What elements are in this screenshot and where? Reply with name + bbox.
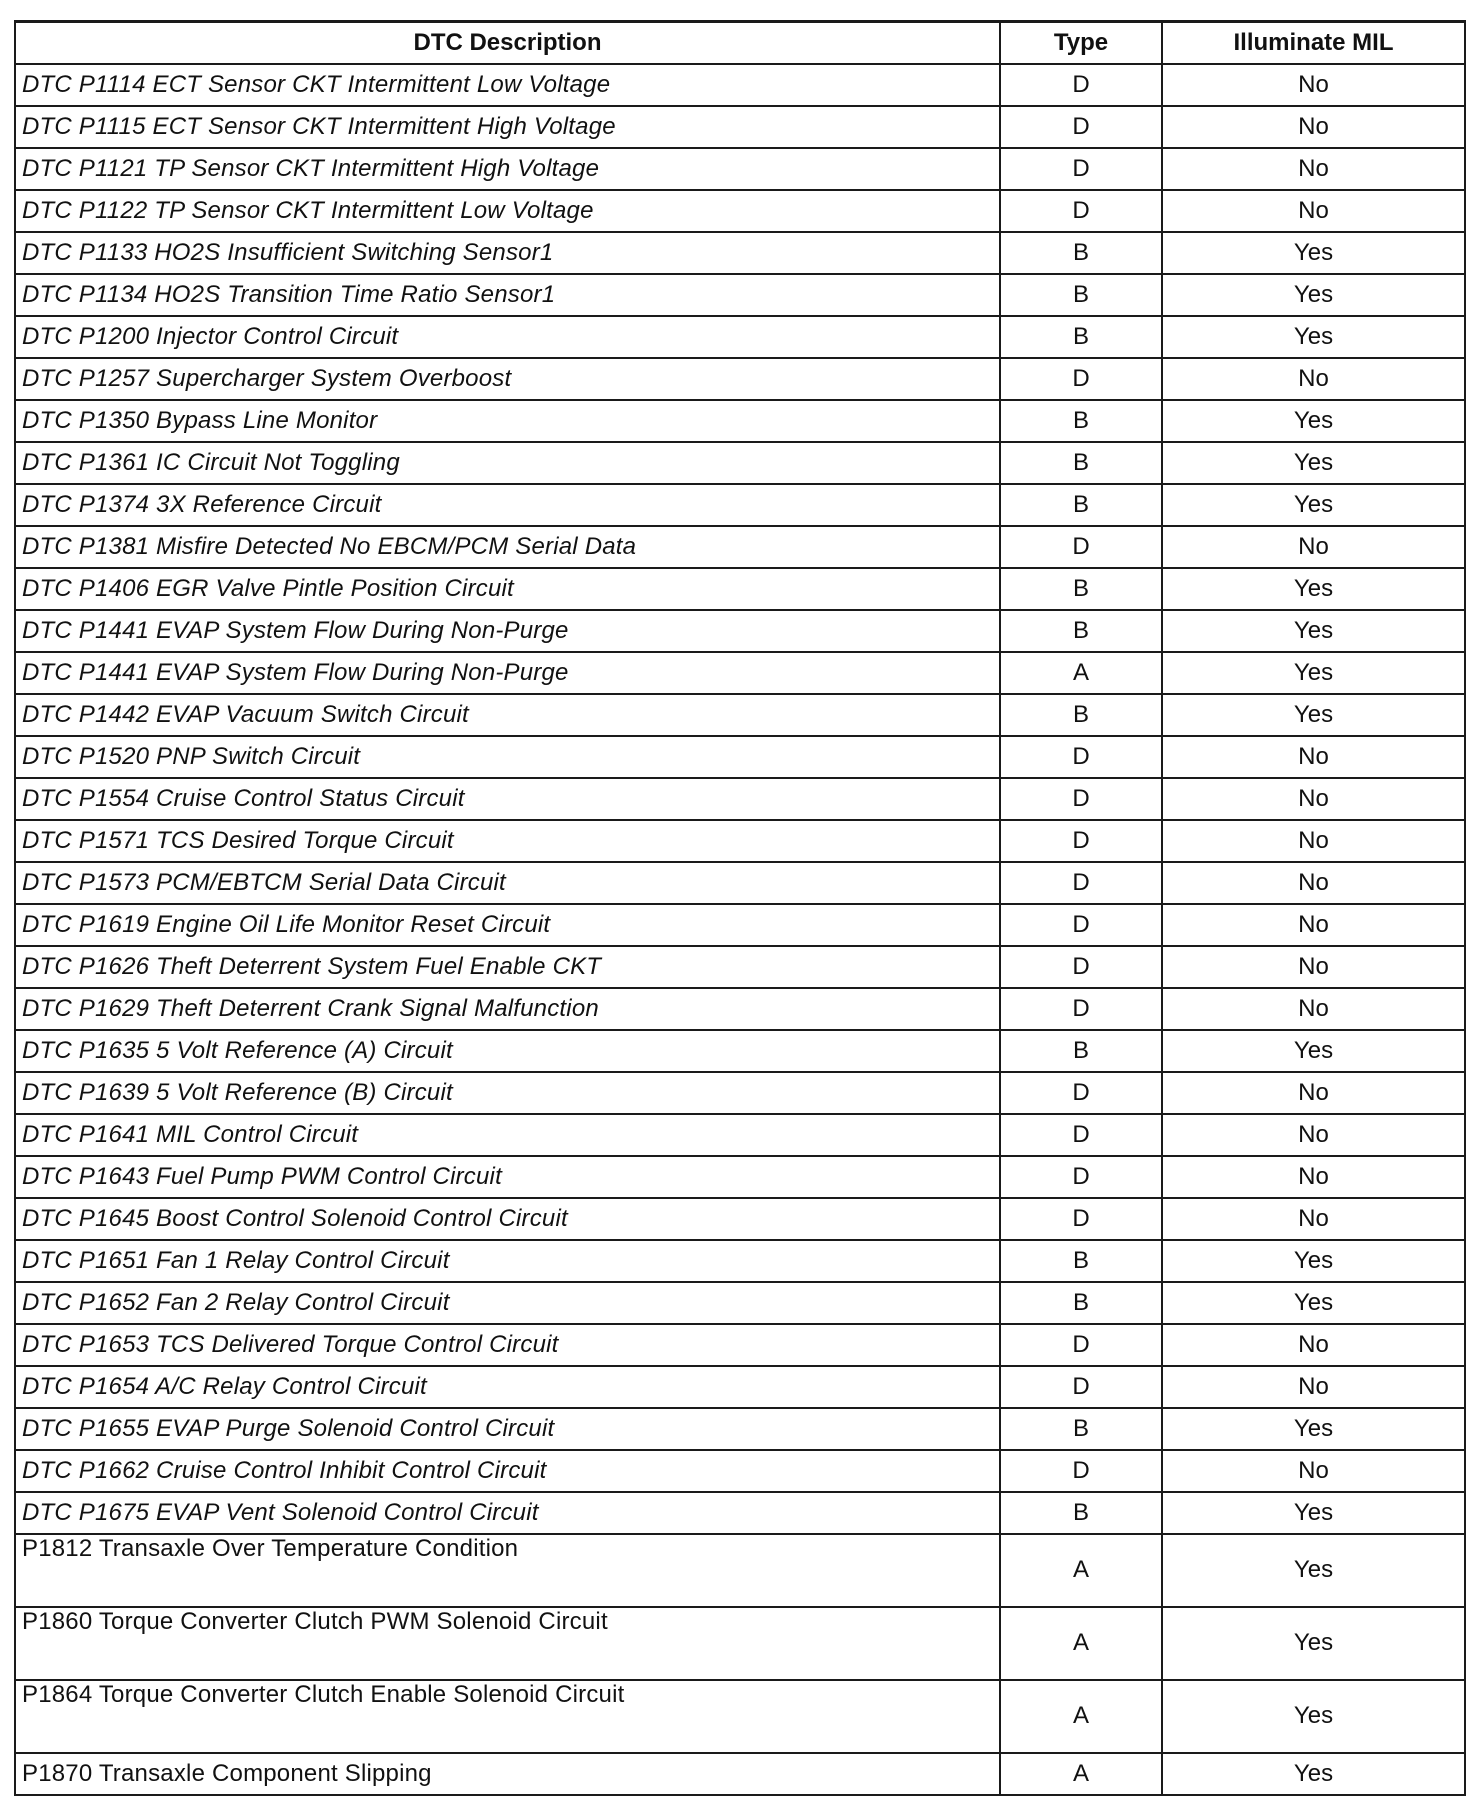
illuminate-mil-cell: Yes [1162,1408,1465,1450]
table-row [15,1534,1465,1607]
table-row [15,1156,1465,1198]
dtc-type-cell: A [1000,652,1162,694]
illuminate-mil-cell: No [1162,820,1465,862]
dtc-description-cell: DTC P1133 HO2S Insufficient Switching Sensor1 [15,232,1000,274]
illuminate-mil-cell: No [1162,946,1465,988]
dtc-description-cell: DTC P1571 TCS Desired Torque Circuit [15,820,1000,862]
illuminate-mil-cell: Yes [1162,610,1465,652]
dtc-description-cell: DTC P1641 MIL Control Circuit [15,1114,1000,1156]
table-row [15,1366,1465,1408]
illuminate-mil-cell: No [1162,1324,1465,1366]
dtc-description-cell: DTC P1652 Fan 2 Relay Control Circuit [15,1282,1000,1324]
table-row [15,400,1465,442]
dtc-description-cell: DTC P1554 Cruise Control Status Circuit [15,778,1000,820]
illuminate-mil-cell: No [1162,862,1465,904]
illuminate-mil-cell: No [1162,1198,1465,1240]
illuminate-mil-cell: Yes [1162,484,1465,526]
table-row [15,1114,1465,1156]
table-row [15,1198,1465,1240]
dtc-type-cell: B [1000,1282,1162,1324]
dtc-description-cell: DTC P1643 Fuel Pump PWM Control Circuit [15,1156,1000,1198]
dtc-description-cell: DTC P1441 EVAP System Flow During Non-Purge [15,652,1000,694]
dtc-description-cell: DTC P1635 5 Volt Reference (A) Circuit [15,1030,1000,1072]
header-illuminate-mil: Illuminate MIL [1162,22,1465,64]
dtc-description-cell: DTC P1653 TCS Delivered Torque Control Circuit [15,1324,1000,1366]
dtc-type-cell: D [1000,988,1162,1030]
dtc-description-cell: DTC P1442 EVAP Vacuum Switch Circuit [15,694,1000,736]
table-row [15,1753,1465,1795]
illuminate-mil-cell: Yes [1162,400,1465,442]
dtc-type-cell: D [1000,1198,1162,1240]
dtc-description-cell: DTC P1573 PCM/EBTCM Serial Data Circuit [15,862,1000,904]
table-row [15,1680,1465,1753]
dtc-type-cell: D [1000,1156,1162,1198]
dtc-type-cell: A [1000,1753,1162,1795]
dtc-description-cell: DTC P1654 A/C Relay Control Circuit [15,1366,1000,1408]
illuminate-mil-cell: No [1162,778,1465,820]
dtc-type-cell: B [1000,694,1162,736]
illuminate-mil-cell: No [1162,106,1465,148]
dtc-description-cell: DTC P1619 Engine Oil Life Monitor Reset Circuit [15,904,1000,946]
illuminate-mil-cell: No [1162,526,1465,568]
dtc-type-cell: D [1000,736,1162,778]
table-row [15,862,1465,904]
table-row [15,988,1465,1030]
dtc-type-cell: A [1000,1680,1162,1753]
illuminate-mil-cell: No [1162,1366,1465,1408]
dtc-description-cell: DTC P1662 Cruise Control Inhibit Control Circuit [15,1450,1000,1492]
illuminate-mil-cell: No [1162,1114,1465,1156]
dtc-type-cell: B [1000,610,1162,652]
illuminate-mil-cell: Yes [1162,1282,1465,1324]
dtc-type-cell: D [1000,358,1162,400]
table-row [15,274,1465,316]
table-row [15,64,1465,106]
dtc-type-cell: D [1000,106,1162,148]
illuminate-mil-cell: Yes [1162,1030,1465,1072]
dtc-description-cell: DTC P1651 Fan 1 Relay Control Circuit [15,1240,1000,1282]
dtc-type-cell: D [1000,1114,1162,1156]
dtc-description-cell: DTC P1645 Boost Control Solenoid Control Circuit [15,1198,1000,1240]
dtc-description-cell: DTC P1639 5 Volt Reference (B) Circuit [15,1072,1000,1114]
dtc-type-cell: D [1000,526,1162,568]
dtc-type-cell: B [1000,1492,1162,1534]
table-row [15,148,1465,190]
table-row [15,1607,1465,1680]
illuminate-mil-cell: No [1162,64,1465,106]
table-row [15,1072,1465,1114]
table-row [15,1030,1465,1072]
illuminate-mil-cell: Yes [1162,694,1465,736]
illuminate-mil-cell: Yes [1162,1240,1465,1282]
dtc-description-cell: DTC P1441 EVAP System Flow During Non-Purge [15,610,1000,652]
table-row [15,232,1465,274]
dtc-type-cell: B [1000,442,1162,484]
dtc-type-cell: D [1000,862,1162,904]
illuminate-mil-cell: No [1162,190,1465,232]
table-row [15,1282,1465,1324]
dtc-type-cell: B [1000,484,1162,526]
table-row [15,1408,1465,1450]
dtc-description-cell: DTC P1629 Theft Deterrent Crank Signal Malfunction [15,988,1000,1030]
dtc-description-cell: DTC P1200 Injector Control Circuit [15,316,1000,358]
table-row [15,904,1465,946]
table-row [15,526,1465,568]
dtc-type-cell: D [1000,820,1162,862]
table-row [15,820,1465,862]
dtc-type-cell: A [1000,1607,1162,1680]
dtc-type-cell: B [1000,232,1162,274]
illuminate-mil-cell: Yes [1162,1607,1465,1680]
dtc-type-cell: B [1000,274,1162,316]
dtc-type-cell: D [1000,1450,1162,1492]
table-body [15,64,1465,1795]
dtc-description-cell: P1860 Torque Converter Clutch PWM Solenoid Circuit [15,1607,1000,1680]
table-row [15,652,1465,694]
illuminate-mil-cell: Yes [1162,1534,1465,1607]
illuminate-mil-cell: No [1162,904,1465,946]
illuminate-mil-cell: Yes [1162,1492,1465,1534]
dtc-description-cell: DTC P1257 Supercharger System Overboost [15,358,1000,400]
dtc-type-cell: B [1000,1240,1162,1282]
dtc-description-cell: P1864 Torque Converter Clutch Enable Solenoid Circuit [15,1680,1000,1753]
dtc-type-cell: B [1000,400,1162,442]
dtc-type-cell: D [1000,1366,1162,1408]
illuminate-mil-cell: Yes [1162,652,1465,694]
dtc-description-cell: DTC P1121 TP Sensor CKT Intermittent High Voltage [15,148,1000,190]
table-row [15,610,1465,652]
table-header-row [15,22,1465,64]
dtc-description-cell: DTC P1350 Bypass Line Monitor [15,400,1000,442]
illuminate-mil-cell: No [1162,988,1465,1030]
dtc-description-cell: DTC P1115 ECT Sensor CKT Intermittent High Voltage [15,106,1000,148]
dtc-description-cell: DTC P1381 Misfire Detected No EBCM/PCM Serial Data [15,526,1000,568]
illuminate-mil-cell: No [1162,358,1465,400]
dtc-type-cell: D [1000,1072,1162,1114]
dtc-type-cell: D [1000,64,1162,106]
dtc-type-cell: D [1000,1324,1162,1366]
table-row [15,190,1465,232]
table-row [15,106,1465,148]
table-row [15,1240,1465,1282]
dtc-description-cell: DTC P1626 Theft Deterrent System Fuel Enable CKT [15,946,1000,988]
table-row [15,568,1465,610]
dtc-type-cell: D [1000,904,1162,946]
dtc-description-cell: P1870 Transaxle Component Slipping [15,1753,1000,1795]
illuminate-mil-cell: Yes [1162,1680,1465,1753]
dtc-type-cell: B [1000,1030,1162,1072]
table-row [15,316,1465,358]
dtc-description-cell: DTC P1361 IC Circuit Not Toggling [15,442,1000,484]
illuminate-mil-cell: Yes [1162,1753,1465,1795]
table-row [15,778,1465,820]
dtc-type-cell: D [1000,946,1162,988]
illuminate-mil-cell: No [1162,1072,1465,1114]
table-row [15,1324,1465,1366]
dtc-description-cell: DTC P1406 EGR Valve Pintle Position Circuit [15,568,1000,610]
table-row [15,1450,1465,1492]
dtc-description-cell: DTC P1520 PNP Switch Circuit [15,736,1000,778]
dtc-type-cell: D [1000,190,1162,232]
dtc-type-cell: D [1000,778,1162,820]
illuminate-mil-cell: Yes [1162,232,1465,274]
table-row [15,442,1465,484]
illuminate-mil-cell: No [1162,1156,1465,1198]
dtc-table [14,20,1466,1796]
dtc-description-cell: DTC P1675 EVAP Vent Solenoid Control Circuit [15,1492,1000,1534]
illuminate-mil-cell: No [1162,736,1465,778]
table-row [15,694,1465,736]
dtc-type-cell: A [1000,1534,1162,1607]
table-row [15,736,1465,778]
table-row [15,484,1465,526]
dtc-description-cell: DTC P1122 TP Sensor CKT Intermittent Low Voltage [15,190,1000,232]
dtc-type-cell: D [1000,148,1162,190]
illuminate-mil-cell: Yes [1162,442,1465,484]
dtc-description-cell: P1812 Transaxle Over Temperature Condition [15,1534,1000,1607]
illuminate-mil-cell: No [1162,148,1465,190]
header-type: Type [1000,22,1162,64]
dtc-description-cell: DTC P1114 ECT Sensor CKT Intermittent Low Voltage [15,64,1000,106]
dtc-description-cell: DTC P1374 3X Reference Circuit [15,484,1000,526]
table-row [15,1492,1465,1534]
dtc-description-cell: DTC P1655 EVAP Purge Solenoid Control Circuit [15,1408,1000,1450]
dtc-description-cell: DTC P1134 HO2S Transition Time Ratio Sensor1 [15,274,1000,316]
table-row [15,946,1465,988]
header-dtc-description: DTC Description [15,22,1000,64]
illuminate-mil-cell: Yes [1162,568,1465,610]
dtc-type-cell: B [1000,1408,1162,1450]
dtc-type-cell: B [1000,568,1162,610]
illuminate-mil-cell: No [1162,1450,1465,1492]
illuminate-mil-cell: Yes [1162,316,1465,358]
illuminate-mil-cell: Yes [1162,274,1465,316]
dtc-type-cell: B [1000,316,1162,358]
table-row [15,358,1465,400]
